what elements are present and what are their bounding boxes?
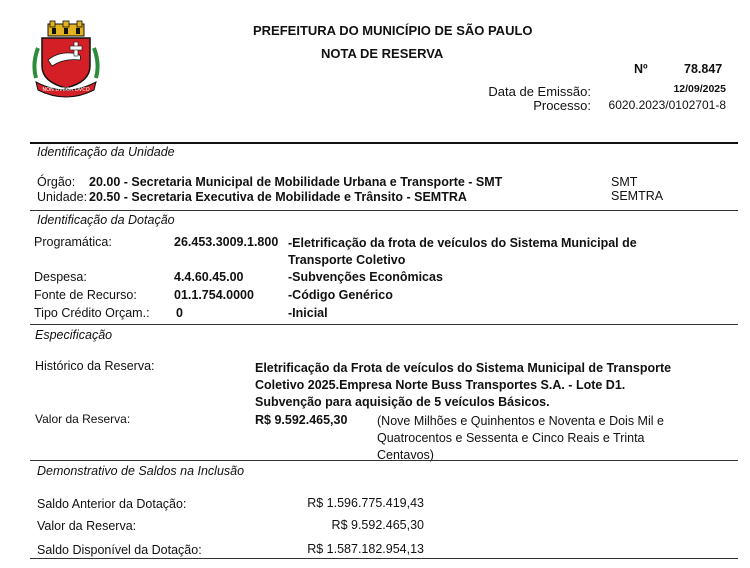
dotacao-label: Despesa: (34, 270, 87, 284)
historico-label: Histórico da Reserva: (35, 359, 155, 373)
section-title-especificacao: Especificação (35, 328, 113, 342)
unidade-label: Unidade: (37, 190, 88, 204)
orgao-sigla: SMT (611, 175, 638, 189)
dotacao-label: Programática: (34, 235, 112, 249)
unidade-sigla: SEMTRA (611, 189, 664, 203)
orgao-value: 20.00 - Secretaria Municipal de Mobilidade Urbana e Transporte - SMT (89, 175, 503, 189)
section-title-saldos: Demonstrativo de Saldos na Inclusão (37, 464, 245, 478)
unidade-value: 20.50 - Secretaria Executiva de Mobilidade e Trânsito - SEMTRA (89, 190, 467, 204)
emissao-label: Data de Emissão: (488, 84, 591, 99)
divider-unidade (30, 142, 738, 144)
saldo-label: Saldo Anterior da Dotação: (37, 497, 187, 511)
saldo-label: Saldo Disponível da Dotação: (37, 543, 202, 557)
numero-value: 78.847 (684, 62, 723, 76)
processo-value: 6020.2023/0102701-8 (608, 98, 726, 112)
dotacao-desc: -Eletrificação da frota de veículos do Sistema Municipal de Transporte Coletivo (288, 236, 637, 267)
saldo-label: Valor da Reserva: (37, 519, 137, 533)
city-coat-of-arms-logo (30, 20, 102, 98)
dotacao-desc: -Inicial (288, 306, 328, 320)
valor-extenso: (Nove Milhões e Quinhentos e Noventa e Dois Mil e Quatrocentos e Sessenta e Cinco Reais e Trinta Centavos) (377, 414, 664, 462)
dotacao-code: 4.4.60.45.00 (174, 270, 244, 284)
dotacao-code: 01.1.754.0000 (174, 288, 254, 302)
saldo-value: R$ 9.592.465,30 (331, 518, 424, 532)
orgao-label: Órgão: (37, 175, 76, 189)
org-title: PREFEITURA DO MUNICÍPIO DE SÃO PAULO (253, 23, 533, 38)
dotacao-desc: -Código Genérico (288, 288, 393, 302)
divider-bottom (30, 558, 738, 559)
processo-label: Processo: (533, 98, 591, 113)
valor-reserva-value: R$ 9.592.465,30 (255, 413, 348, 427)
dotacao-code: 0 (176, 306, 183, 320)
emissao-value: 12/09/2025 (673, 83, 726, 95)
dotacao-code: 26.453.3009.1.800 (174, 235, 279, 249)
dotacao-label: Fonte de Recurso: (34, 288, 137, 302)
divider-especificacao (30, 324, 738, 325)
numero-label: Nº (634, 62, 648, 76)
historico-value: Eletrificação da Frota de veículos do Sistema Municipal de Transporte Coletivo 2025.Empresa Norte Buss Transportes S.A. - Lote D1. Subvenção para aquisição de 5 veículos Básicos. (255, 361, 672, 409)
motto-text: NON DVCOR DVCO (42, 87, 90, 93)
saldo-value: R$ 1.587.182.954,13 (307, 542, 424, 556)
divider-dotacao (30, 210, 738, 211)
doc-title: NOTA DE RESERVA (321, 46, 444, 61)
section-title-dotacao: Identificação da Dotação (37, 213, 175, 227)
saldo-value: R$ 1.596.775.419,43 (307, 496, 424, 510)
dotacao-desc: -Subvenções Econômicas (288, 270, 443, 284)
divider-saldos (30, 460, 738, 461)
valor-reserva-label: Valor da Reserva: (35, 412, 131, 426)
section-title-unidade: Identificação da Unidade (37, 145, 175, 159)
dotacao-label: Tipo Crédito Orçam.: (34, 306, 150, 320)
